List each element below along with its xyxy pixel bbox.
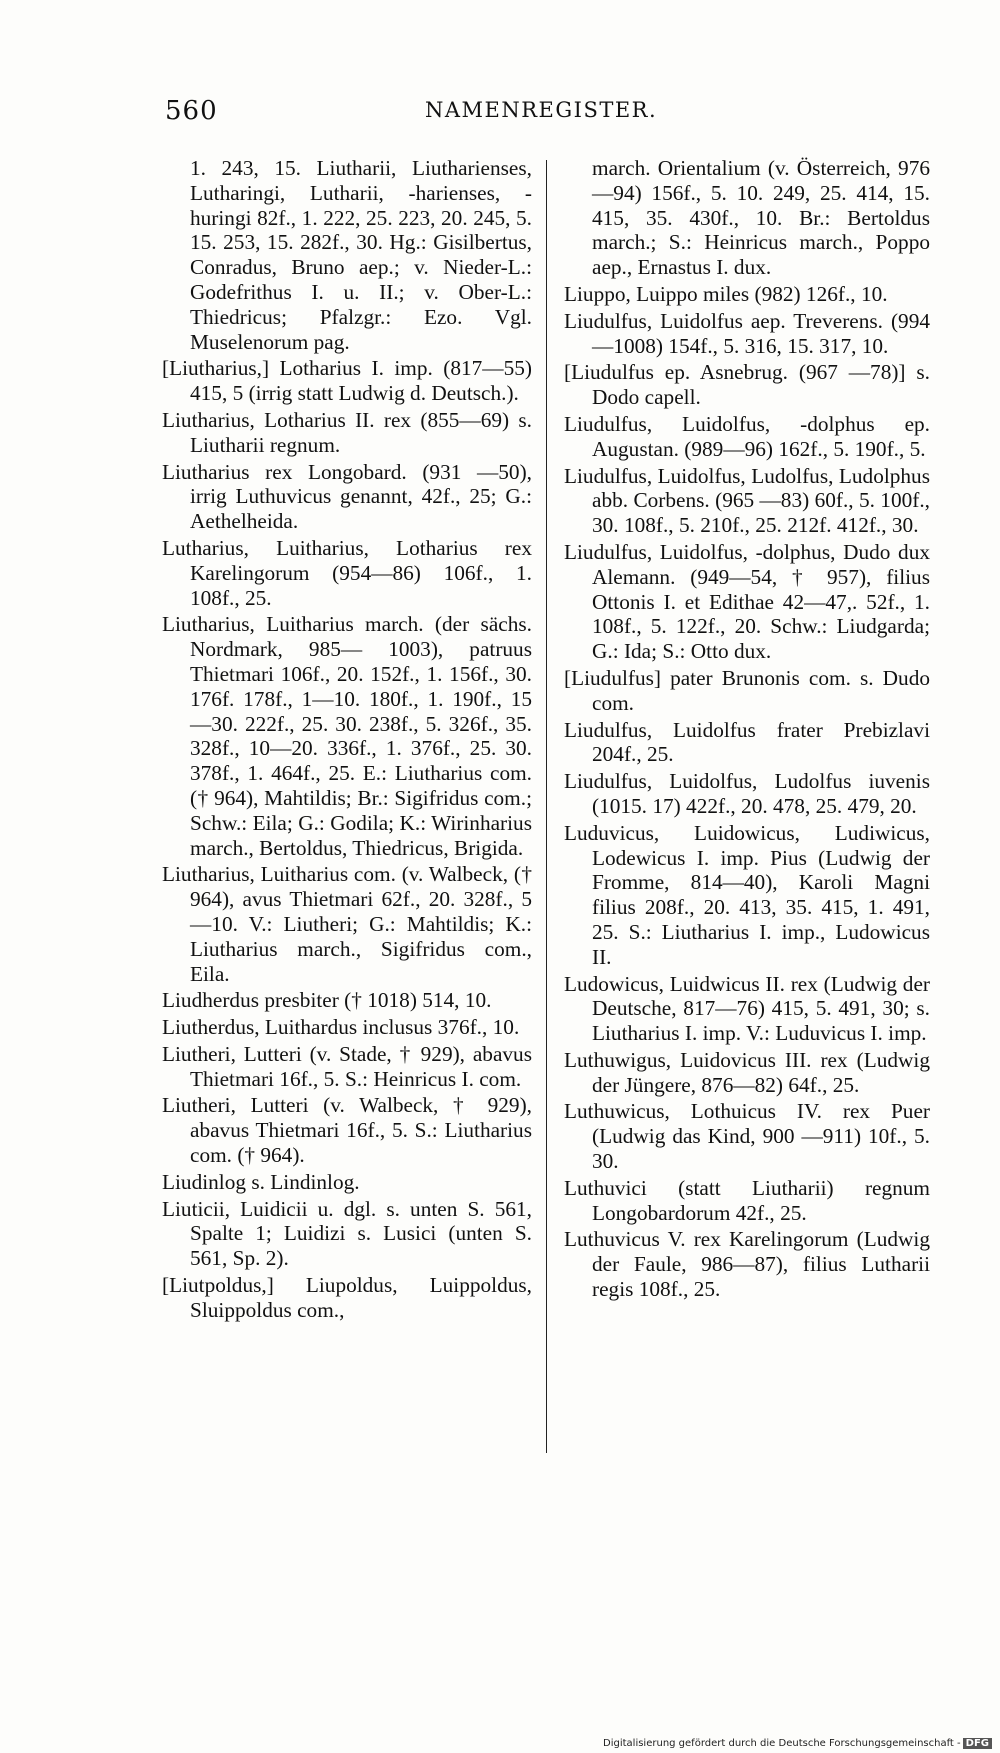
- index-entry: Liuticii, Luidicii u. dgl. s. unten S. 561, Spalte 1; Luidizi s. Lusici (unten S. 561, Sp. 2).: [162, 1196, 532, 1271]
- index-entry: [Liutpoldus,] Liupoldus, Luippoldus, Sluippoldus com.,: [162, 1273, 532, 1322]
- index-entry: Liutharius, Luitharius march. (der sächs. Nordmark, 985— 1003), patruus Thietmari 106f., 20. 152f., 1. 156f., 30. 176f. 178f., 1—10. 180f., 1. 190f., 15—30. 222f., 25. 30. 238f., 5. 326f., 35. 328f., 10—20. 336f., 1. 376f., 25. 30. 378f., 1. 464f., 25. E.: Liutharius com. († 964), Mahtildis; Br.: Sigifridus com.; Schw.: Eila; G.: Godila; K.: Wirinharius march., Bertoldus, Thiedricus, Brigida.: [162, 612, 532, 860]
- index-column-left: [162, 156, 532, 1325]
- index-entry: Liutharius rex Longobard. (931 —50), irrig Luthuvicus genannt, 42f., 25; G.: Aethelheida.: [162, 459, 532, 534]
- index-entry: Liutheri, Lutteri (v. Stade, † 929), abavus Thietmari 16f., 5. S.: Heinricus I. com.: [162, 1041, 532, 1091]
- dfg-logo: DFG: [963, 1738, 992, 1749]
- page-number: 560: [165, 96, 218, 126]
- index-entry: Liudherdus presbiter († 1018) 514, 10.: [162, 988, 492, 1013]
- index-entry: Liutherdus, Luithardus inclusus 376f., 10.: [162, 1015, 520, 1040]
- index-entry: Luduvicus, Luidowicus, Ludiwicus, Lodewicus I. imp. Pius (Ludwig der Fromme, 814—40), Karoli Magni filius 208f., 20. 413, 35. 415, 1. 491, 25. S.: Liutharius I. imp., Ludowicus II.: [564, 820, 930, 969]
- index-entry: [Liutharius,] Lotharius I. imp. (817—55) 415, 5 (irrig statt Ludwig d. Deutsch.).: [162, 356, 532, 406]
- index-entry: Liudulfus, Luidolfus aep. Treverens. (994—1008) 154f., 5. 316, 15. 317, 10.: [564, 308, 930, 358]
- credit-text: Digitalisierung gefördert durch die Deutsche Forschungsgemeinschaft -: [603, 1738, 961, 1749]
- index-entry: [Liudulfus] pater Brunonis com. s. Dudo com.: [564, 665, 930, 715]
- index-entry: Liudulfus, Luidolfus, -dolphus ep. Augustan. (989—96) 162f., 5. 190f., 5.: [564, 411, 930, 461]
- index-entry: Liutheri, Lutteri (v. Walbeck, † 929), abavus Thietmari 16f., 5. S.: Liutharius com. († 964).: [162, 1093, 532, 1168]
- index-entry: Luthuvicus V. rex Karelingorum (Ludwig der Faule, 986—87), filius Lutharii regis 108f., 25.: [564, 1227, 930, 1302]
- index-entry: Luthuwigus, Luidovicus III. rex (Ludwig der Jüngere, 876—82) 64f., 25.: [564, 1047, 930, 1097]
- index-entry: Liudulfus, Luidolfus, Ludolfus iuvenis (1015. 17) 422f., 20. 478, 25. 479, 20.: [564, 769, 930, 818]
- index-entry: Liudulfus, Luidolfus, -dolphus, Dudo dux Alemann. (949—54, † 957), filius Ottonis I. et Edithae 42—47,. 52f., 1. 108f., 5. 122f., 20. Schw.: Liudgarda; G.: Ida; S.: Otto dux.: [564, 539, 930, 664]
- index-entry: march. Orientalium (v. Österreich, 976—94) 156f., 5. 10. 249, 25. 414, 15. 415, 35. 430f., 10. Br.: Bertoldus march.; S.: Heinricus march., Poppo aep., Ernastus I. dux.: [592, 156, 930, 280]
- index-entry: Liuppo, Luippo miles (982) 126f., 10.: [564, 281, 888, 306]
- index-entry: Luthuwicus, Lothuicus IV. rex Puer (Ludwig das Kind, 900 —911) 10f., 5. 30.: [564, 1099, 930, 1174]
- index-entry: [Liudulfus ep. Asnebrug. (967 —78)] s. Dodo capell.: [564, 360, 930, 410]
- index-entry: Liutharius, Lotharius II. rex (855—69) s. Liutharii regnum.: [162, 407, 532, 457]
- index-entry: Liudulfus, Luidolfus, Ludolfus, Ludolphus abb. Corbens. (965 —83) 60f., 5. 100f., 30. 108f., 5. 210f., 25. 212f. 412f., 30.: [564, 463, 930, 538]
- digitization-credit: [603, 1738, 992, 1749]
- index-entry: Lutharius, Luitharius, Lotharius rex Karelingorum (954—86) 106f., 1. 108f., 25.: [162, 535, 532, 610]
- index-entry: Ludowicus, Luidwicus II. rex (Ludwig der Deutsche, 817—76) 415, 5. 491, 30; s. Liutharius I. imp. V.: Luduvicus I. imp.: [564, 971, 930, 1046]
- index-entry: Liudulfus, Luidolfus frater Prebizlavi 204f., 25.: [564, 717, 930, 767]
- page-title: NAMENREGISTER.: [425, 98, 658, 122]
- index-entry: Liutharius, Luitharius com. (v. Walbeck, († 964), avus Thietmari 62f., 20. 328f., 5—10. V.: Liutheri; G.: Mahtildis; K.: Liutharius march., Sigifridus com., Eila.: [162, 862, 532, 986]
- column-divider: [546, 160, 547, 1453]
- index-entry: 1. 243, 15. Liutharii, Liutharienses, Lutharingi, Lutharii, -harienses, -huringi 82f., 1. 222, 25. 223, 20. 245, 5. 15. 253, 15. 282f., 30. Hg.: Gisilbertus, Conradus, Bruno aep.; v. Nieder-L.: Godefrithus I. u. II.; v. Ober-L.: Thiedricus; Pfalzgr.: Ezo. Vgl. Muselenorum pag.: [190, 156, 532, 354]
- index-entry: Liudinlog s. Lindinlog.: [162, 1169, 360, 1194]
- index-column-right: [564, 156, 930, 1304]
- index-entry: Luthuvici (statt Liutharii) regnum Longobardorum 42f., 25.: [564, 1175, 930, 1225]
